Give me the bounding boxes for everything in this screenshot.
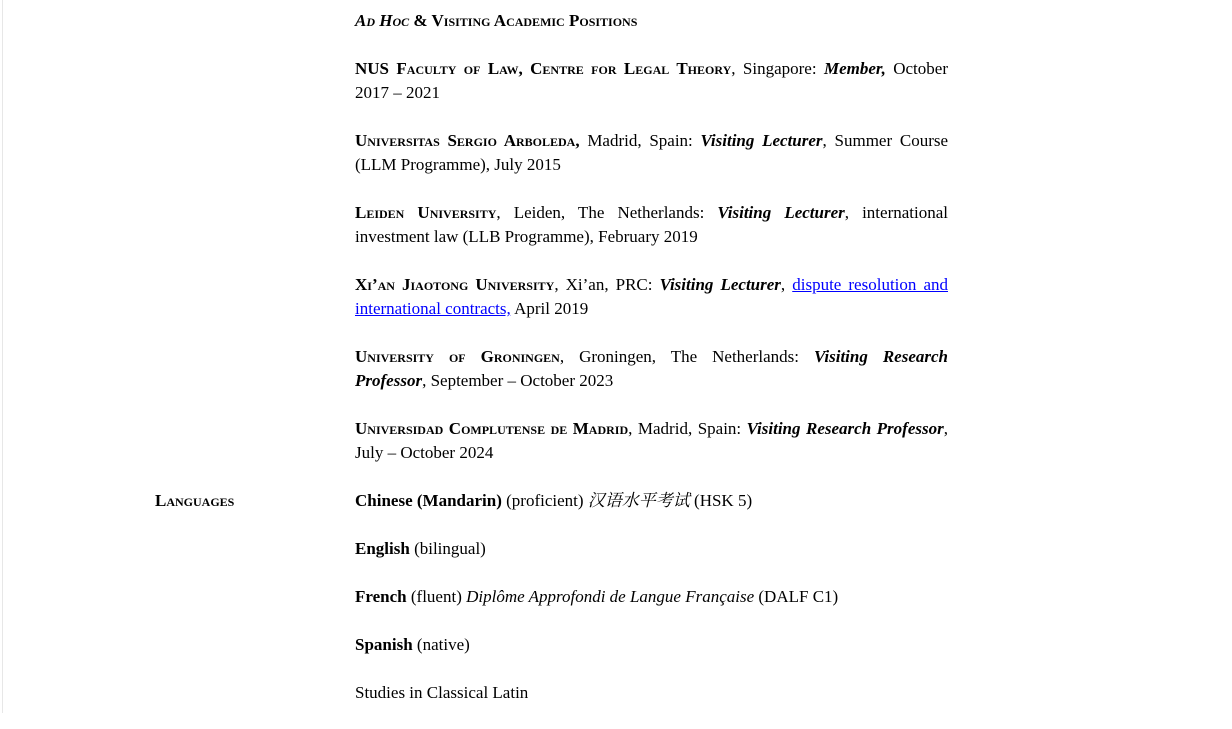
languages-section-label: Languages <box>155 491 235 510</box>
position-entry-complutense <box>355 417 948 465</box>
page-edge-line <box>2 0 3 713</box>
text-run: Visiting Research Professor <box>746 419 944 438</box>
text-run: Studies in Classical Latin <box>355 683 529 702</box>
text-run: Visiting Lecturer <box>717 203 845 222</box>
text-run: , Leiden, The Netherlands: <box>496 203 718 222</box>
label-column-empty <box>155 9 355 489</box>
text-run: English <box>355 539 410 558</box>
section-languages <box>155 489 948 729</box>
text-run: Visiting Research Professor <box>355 347 948 390</box>
text-run: (DALF C1) <box>754 587 839 606</box>
text-run: , international investment law (LLB Programme), February 2019 <box>355 203 948 246</box>
text-run: Leiden University <box>355 203 497 222</box>
text-run: (native) <box>412 635 470 654</box>
position-entry-groningen <box>355 345 948 393</box>
text-run: (proficient) <box>501 491 588 510</box>
text-run: (bilingual) <box>409 539 486 558</box>
text-run: Universidad Complutense de Madrid <box>355 419 629 438</box>
section-adhoc-visiting-positions <box>155 9 948 489</box>
text-run: (HSK 5) <box>689 491 753 510</box>
text-run: Chinese (Mandarin) <box>355 491 502 510</box>
language-entry-french <box>355 585 948 609</box>
language-entry-english <box>355 537 948 561</box>
text-run: (fluent) <box>406 587 467 606</box>
position-entry-leiden <box>355 201 948 249</box>
cv-content <box>155 9 948 729</box>
position-entry-sergio-arboleda <box>355 129 948 177</box>
position-entry-xian-jiaotong <box>355 273 948 321</box>
text-run: October 2017 – 2021 <box>355 59 948 102</box>
languages-label-column <box>155 489 355 729</box>
text-run: Member, <box>823 59 886 78</box>
text-run: 汉语水平考试 <box>587 491 690 510</box>
text-run: Xi’an Jiaotong University <box>355 275 555 294</box>
text-run: Madrid, Spain: <box>579 131 701 150</box>
text-run: , Singapore: <box>731 59 824 78</box>
text-run: French <box>355 587 407 606</box>
adhoc-body-column <box>355 9 948 489</box>
text-run: Diplôme Approfondi de Langue Française <box>466 587 755 606</box>
section-heading-adhoc-visiting-academic-positions <box>355 9 948 33</box>
language-entry-chinese <box>355 489 948 513</box>
text-run: Spanish <box>355 635 413 654</box>
text-run: , July – October 2024 <box>355 419 948 462</box>
text-run: Visiting Lecturer <box>659 275 781 294</box>
text-run: April 2019 <box>510 299 589 318</box>
dispute-resolution-link[interactable]: dispute resolution and international contracts, <box>355 275 948 318</box>
text-run: Ad Hoc <box>355 11 410 30</box>
text-run: Visiting Lecturer <box>700 131 823 150</box>
text-run: & Visiting Academic Positions <box>409 11 638 30</box>
text-run: , <box>780 275 793 294</box>
text-run: University of Groningen <box>355 347 560 366</box>
text-run: , Xi’an, PRC: <box>554 275 660 294</box>
language-entry-latin <box>355 681 948 705</box>
language-entry-spanish <box>355 633 948 657</box>
position-entry-nus <box>355 57 948 105</box>
text-run: Universitas Sergio Arboleda, <box>355 131 580 150</box>
text-run: , September – October 2023 <box>422 371 614 390</box>
text-run: NUS Faculty of Law, Centre for Legal Theory <box>355 59 732 78</box>
text-run: , Summer Course (LLM Programme), July 2015 <box>355 131 949 174</box>
text-run: , Madrid, Spain: <box>628 419 747 438</box>
languages-body-column <box>355 489 948 729</box>
text-run: , Groningen, The Netherlands: <box>559 347 814 366</box>
